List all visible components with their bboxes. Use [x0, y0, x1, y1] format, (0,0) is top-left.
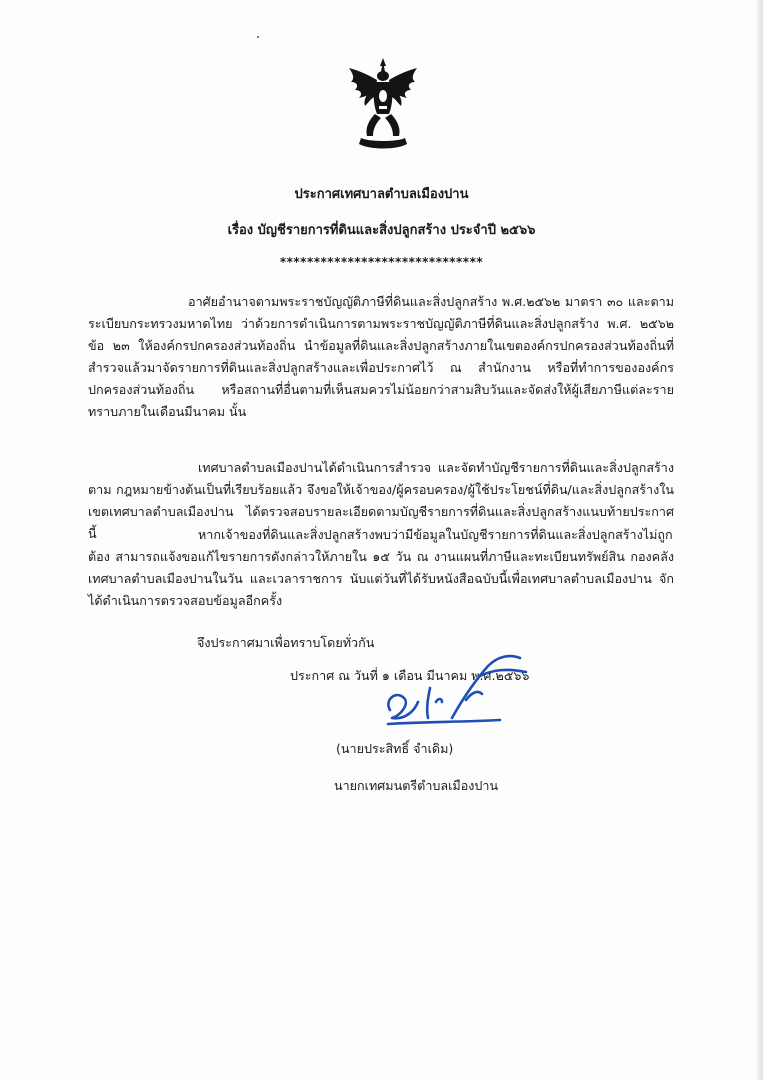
handwritten-signature [370, 648, 540, 734]
announcement-subject: เรื่อง บัญชีรายการที่ดินและสิ่งปลูกสร้าง ประจำปี ๒๕๖๖ [227, 223, 536, 238]
body-paragraph-1: อาศัยอำนาจตามพระราชบัญญัติภาษีที่ดินและสิ่งปลูกสร้าง พ.ศ.๒๕๖๒ มาตรา ๓๐ และตามระเบียบกระทรวงมหาดไทย ว่าด้วยการดำเนินการตามพระราชบัญญัติภาษีที่ดินและสิ่งปลูกสร้าง พ.ศ. ๒๕๖๒ ข้อ ๒๓ ให้องค์กรปกครองส่วนท้องถิ่น นำข้อมูลที่ดินและสิ่งปลูกสร้างภายในเขตองค์กรปกครองส่วนท้องถิ่นที่สำรวจแล้วมาจัดรายการที่ดินและสิ่งปลูกสร้างและเพื่อประกาศไว้ ณ สำนักงาน หรือที่ทำการขององค์กรปกครองส่วนท้องถิ่น หรือสถานที่อื่นตามที่เห็นสมควรไม่น้อยกว่าสามสิบวันและจัดส่งให้ผู้เสียภาษีแต่ละรายทราบภายในเดือนมีนาคม นั้น [88, 294, 674, 419]
announcement-title: ประกาศเทศบาลตำบลเมืองปาน [294, 187, 469, 202]
body-paragraph-2: เทศบาลตำบลเมืองปานได้ดำเนินการสำรวจ และจัดทำบัญชีรายการที่ดินและสิ่งปลูกสร้าง ตาม กฎหมายข้างต้นเป็นที่เรียบร้อยแล้ว จึงขอให้เจ้าของ/ผู้ครอบครอง/ผู้ใช้ประโยชน์ที่ดิน/และสิ่งปลูกสร้างในเขตเทศบาลตำบลเมืองปาน ได้ตรวจสอบรายละเอียดตามบัญชีรายการที่ดินและสิ่งปลูกสร้างแนบท้ายประกาศนี้ [88, 460, 674, 541]
body-paragraph-3: หากเจ้าของที่ดินและสิ่งปลูกสร้างพบว่ามีข้อมูลในบัญชีรายการที่ดินและสิ่งปลูกสร้างไม่ถูกต้อง สามารถแจ้งขอแก้ไขรายการดังกล่าวให้ภายใน ๑๕ วัน ณ งานแผนที่ภาษีและทะเบียนทรัพย์สิน กองคลังเทศบาลตำบลเมืองปานในวัน และเวลาราชการ นับแต่วันที่ได้รับหนังสือฉบับนี้เพื่อเทศบาลตำบลเมืองปาน จักได้ดำเนินการตรวจสอบข้อมูลอีกครั้ง [88, 527, 674, 608]
closing-statement: จึงประกาศมาเพื่อทราบโดยทั่วกัน [197, 635, 375, 650]
page-edge-shadow [757, 0, 763, 1080]
garuda-emblem-icon [345, 56, 421, 152]
signer-name: (นายประสิทธิ์ จำเดิม) [336, 741, 454, 756]
scan-speck [257, 36, 259, 38]
signer-position: นายกเทศมนตรีตำบลเมืองปาน [334, 778, 499, 793]
title-separator: ****************************** [279, 255, 484, 269]
announcement-date: ประกาศ ณ วันที่ ๑ เดือน มีนาคม พ.ศ.๒๕๖๖ [290, 668, 530, 683]
